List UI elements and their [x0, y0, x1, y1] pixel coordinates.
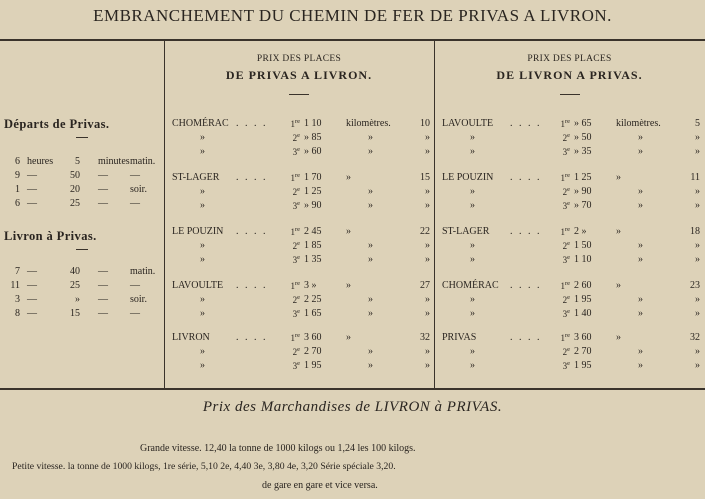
privas-departure-time-1-m: 50	[70, 170, 80, 181]
livron-departure-time-2-p: soir.	[130, 294, 147, 305]
livron-departure-time-3-u2: —	[98, 308, 108, 319]
ditto-station: »	[470, 146, 475, 157]
class-number: 3	[292, 361, 298, 371]
class-label	[552, 332, 570, 343]
privas-departure-heading-dash	[76, 137, 88, 138]
class-label	[282, 200, 300, 211]
prices-header-livron-small: PRIX DES PLACES	[527, 54, 612, 64]
class-suffix: re	[564, 280, 570, 287]
ditto-km: »	[695, 240, 700, 251]
ditto-station: »	[200, 186, 205, 197]
class-number: 1	[290, 119, 295, 129]
class-label	[552, 226, 570, 237]
station-name: LIVRON	[172, 332, 210, 343]
class-suffix: e	[297, 146, 300, 153]
leader-dots: . . . .	[510, 332, 542, 343]
distance-unit: »	[346, 280, 351, 291]
privas-departure-time-1-u1: —	[27, 170, 37, 181]
fare-price: 2 25	[304, 294, 322, 305]
fare-price: 1 25	[304, 186, 322, 197]
distance-unit: kilomètres.	[346, 118, 391, 129]
distance-km: 15	[420, 172, 430, 183]
livron-departure-time-3-m: 15	[70, 308, 80, 319]
class-suffix: re	[294, 172, 300, 179]
class-number: 2	[562, 295, 568, 305]
class-number: 2	[562, 133, 568, 143]
prices-header-livron-big: DE LIVRON A PRIVAS.	[496, 68, 643, 82]
fare-price: 3 60	[304, 332, 322, 343]
leader-dots: . . . .	[510, 280, 542, 291]
class-suffix: e	[567, 146, 570, 153]
fare-price: 2 »	[574, 226, 587, 237]
station-name: ST-LAGER	[172, 172, 220, 183]
ditto-unit: »	[368, 360, 373, 371]
privas-departure-time-2-p: soir.	[130, 184, 147, 195]
privas-departure-time-1-u2: —	[98, 170, 108, 181]
class-label	[552, 172, 570, 183]
ditto-km: »	[425, 294, 430, 305]
fare-price: 3 60	[574, 332, 592, 343]
class-label	[282, 240, 300, 251]
class-label	[282, 172, 300, 183]
merchandise-title: Prix des Marchandises de LIVRON à PRIVAS.	[202, 399, 503, 415]
class-label	[552, 132, 570, 143]
ditto-station: »	[200, 360, 205, 371]
class-number: 3	[292, 147, 298, 157]
page-title: EMBRANCHEMENT DU CHEMIN DE FER DE PRIVAS A LIVRON.	[93, 6, 612, 25]
livron-departure-time-3-h: 8	[15, 308, 20, 319]
ditto-unit: »	[638, 308, 643, 319]
privas-departure-time-0-h: 6	[15, 156, 20, 167]
distance-unit: »	[616, 226, 621, 237]
ditto-km: »	[425, 200, 430, 211]
class-label	[282, 226, 300, 237]
class-number: 2	[562, 187, 568, 197]
ditto-unit: »	[638, 346, 643, 357]
fare-price: 1 85	[304, 240, 322, 251]
top-rule	[0, 39, 705, 41]
livron-departure-time-2-h: 3	[15, 294, 20, 305]
distance-km: 27	[420, 280, 430, 291]
class-suffix: e	[297, 132, 300, 139]
privas-departure-time-1-p: —	[130, 170, 140, 181]
fare-price: » 50	[574, 132, 592, 143]
livron-departure-time-2-u2: —	[98, 294, 108, 305]
fare-price: 1 65	[304, 308, 322, 319]
fare-price: » 35	[574, 146, 592, 157]
class-number: 3	[292, 309, 298, 319]
fare-price: 1 95	[574, 360, 592, 371]
ditto-station: »	[470, 240, 475, 251]
class-suffix: e	[297, 200, 300, 207]
class-suffix: e	[297, 240, 300, 247]
class-suffix: re	[294, 332, 300, 339]
distance-km: 32	[690, 332, 700, 343]
ditto-km: »	[695, 308, 700, 319]
fare-price: 2 70	[574, 346, 592, 357]
class-number: 2	[292, 187, 298, 197]
distance-unit: »	[346, 226, 351, 237]
class-number: 2	[292, 241, 298, 251]
privas-departure-time-0-m: 5	[75, 156, 80, 167]
privas-departure-time-0-p: matin.	[130, 156, 156, 167]
livron-departure-time-0-h: 7	[15, 266, 20, 277]
class-number: 1	[290, 333, 295, 343]
ditto-station: »	[470, 200, 475, 211]
livron-departure-heading-dash	[76, 249, 88, 250]
ditto-km: »	[425, 360, 430, 371]
ditto-unit: »	[368, 346, 373, 357]
distance-km: 22	[420, 226, 430, 237]
merchandise-line-grande-vitesse: Grande vitesse. 12,40 la tonne de 1000 kilogs ou 1,24 les 100 kilogs.	[140, 443, 416, 454]
ditto-km: »	[425, 240, 430, 251]
class-suffix: e	[297, 254, 300, 261]
class-label	[552, 146, 570, 157]
class-number: 3	[562, 255, 568, 265]
privas-departure-time-1-h: 9	[15, 170, 20, 181]
distance-km: 5	[695, 118, 700, 129]
livron-departure-time-2-u1: —	[27, 294, 37, 305]
fare-price: » 65	[574, 118, 592, 129]
class-suffix: e	[567, 308, 570, 315]
divider-left	[164, 41, 165, 388]
ditto-unit: »	[638, 200, 643, 211]
class-suffix: re	[564, 172, 570, 179]
class-label	[552, 186, 570, 197]
ditto-km: »	[695, 346, 700, 357]
station-name: LE POUZIN	[442, 172, 494, 183]
class-label	[282, 186, 300, 197]
ditto-station: »	[470, 186, 475, 197]
ditto-station: »	[470, 254, 475, 265]
class-suffix: e	[567, 132, 570, 139]
class-number: 3	[562, 309, 568, 319]
livron-departure-time-1-u1: —	[27, 280, 37, 291]
ditto-unit: »	[368, 132, 373, 143]
privas-departure-time-3-h: 6	[15, 198, 20, 209]
class-label	[552, 254, 570, 265]
privas-departure-time-3-m: 25	[70, 198, 80, 209]
ditto-station: »	[200, 346, 205, 357]
class-label	[282, 346, 300, 357]
class-label	[282, 360, 300, 371]
station-name: LE POUZIN	[172, 226, 224, 237]
privas-departure-time-2-u2: —	[98, 184, 108, 195]
ditto-station: »	[470, 132, 475, 143]
distance-km: 18	[690, 226, 700, 237]
header-dash-livron	[560, 94, 580, 95]
class-suffix: re	[294, 280, 300, 287]
fare-price: » 70	[574, 200, 592, 211]
distance-km: 11	[690, 172, 700, 183]
privas-departure-time-2-u1: —	[27, 184, 37, 195]
privas-departure-time-3-u1: —	[27, 198, 37, 209]
ditto-unit: »	[638, 186, 643, 197]
livron-departure-time-1-m: 25	[70, 280, 80, 291]
ditto-km: »	[695, 254, 700, 265]
class-suffix: e	[297, 346, 300, 353]
class-number: 1	[560, 227, 565, 237]
ditto-station: »	[200, 200, 205, 211]
class-suffix: e	[297, 294, 300, 301]
livron-departure-time-0-m: 40	[70, 266, 80, 277]
fare-price: 1 35	[304, 254, 322, 265]
privas-departure-time-2-m: 20	[70, 184, 80, 195]
station-name: PRIVAS	[442, 332, 477, 343]
ditto-km: »	[695, 360, 700, 371]
class-suffix: e	[567, 294, 570, 301]
class-suffix: e	[297, 360, 300, 367]
class-label	[552, 294, 570, 305]
fare-price: » 90	[304, 200, 322, 211]
livron-departure-time-1-u2: —	[98, 280, 108, 291]
leader-dots: . . . .	[236, 280, 268, 291]
ditto-km: »	[425, 146, 430, 157]
ditto-station: »	[470, 294, 475, 305]
privas-departure-time-0-u2: minutes	[98, 156, 130, 167]
ditto-unit: »	[368, 146, 373, 157]
leader-dots: . . . .	[510, 226, 542, 237]
ditto-unit: »	[638, 294, 643, 305]
class-suffix: e	[567, 240, 570, 247]
livron-departure-time-0-u2: —	[98, 266, 108, 277]
class-suffix: e	[567, 346, 570, 353]
ditto-km: »	[695, 200, 700, 211]
ditto-station: »	[470, 308, 475, 319]
class-label	[282, 280, 300, 291]
privas-departure-heading: Départs de Privas.	[4, 117, 110, 131]
ditto-station: »	[200, 294, 205, 305]
fare-price: 1 95	[574, 294, 592, 305]
ditto-km: »	[425, 186, 430, 197]
class-label	[552, 308, 570, 319]
livron-departure-heading: Livron à Privas.	[4, 229, 97, 243]
ditto-unit: »	[638, 240, 643, 251]
class-suffix: re	[564, 118, 570, 125]
distance-unit: »	[616, 332, 621, 343]
class-label	[552, 118, 570, 129]
livron-departure-time-0-p: matin.	[130, 266, 156, 277]
class-number: 2	[562, 347, 568, 357]
distance-unit: »	[346, 172, 351, 183]
fare-price: 3 »	[304, 280, 317, 291]
fare-price: 2 70	[304, 346, 322, 357]
class-suffix: e	[297, 308, 300, 315]
fare-price: 2 60	[574, 280, 592, 291]
ditto-unit: »	[368, 186, 373, 197]
ditto-unit: »	[368, 294, 373, 305]
class-suffix: e	[567, 200, 570, 207]
class-label	[282, 118, 300, 129]
divider-right	[434, 41, 435, 388]
leader-dots: . . . .	[236, 332, 268, 343]
distance-unit: »	[616, 280, 621, 291]
class-number: 2	[292, 295, 298, 305]
class-suffix: re	[564, 332, 570, 339]
header-dash-privas	[289, 94, 309, 95]
class-number: 2	[562, 241, 568, 251]
ditto-unit: »	[368, 240, 373, 251]
class-number: 2	[292, 133, 298, 143]
station-name: CHOMÉRAC	[442, 280, 499, 291]
leader-dots: . . . .	[236, 226, 268, 237]
ditto-station: »	[200, 308, 205, 319]
ditto-km: »	[425, 132, 430, 143]
leader-dots: . . . .	[236, 172, 268, 183]
class-number: 1	[290, 227, 295, 237]
distance-km: 10	[420, 118, 430, 129]
ditto-km: »	[425, 254, 430, 265]
merchandise-line-gare: de gare en gare et vice versa.	[262, 480, 378, 491]
class-number: 3	[562, 361, 568, 371]
fare-price: 1 40	[574, 308, 592, 319]
ditto-station: »	[200, 254, 205, 265]
livron-departure-time-1-p: —	[130, 280, 140, 291]
ditto-km: »	[695, 294, 700, 305]
ditto-km: »	[695, 186, 700, 197]
ditto-km: »	[425, 308, 430, 319]
ditto-station: »	[200, 146, 205, 157]
fare-price: 1 10	[574, 254, 592, 265]
class-label	[282, 332, 300, 343]
livron-departure-time-1-h: 11	[10, 280, 20, 291]
class-label	[282, 308, 300, 319]
ditto-station: »	[470, 360, 475, 371]
merchandise-line-petite-vitesse: Petite vitesse. la tonne de 1000 kilogs, 1re série, 5,10 2e, 4,40 3e, 3,80 4e, 3,20 Série spéciale 3,20.	[12, 461, 396, 472]
prices-header-privas-big: DE PRIVAS A LIVRON.	[225, 68, 373, 82]
class-number: 1	[560, 281, 565, 291]
ditto-unit: »	[638, 132, 643, 143]
privas-departure-time-0-u1: heures	[27, 156, 54, 167]
class-label	[282, 254, 300, 265]
class-suffix: e	[297, 186, 300, 193]
class-number: 3	[292, 255, 298, 265]
class-label	[552, 360, 570, 371]
distance-unit: kilomètres.	[616, 118, 661, 129]
ditto-km: »	[425, 346, 430, 357]
distance-km: 32	[420, 332, 430, 343]
class-number: 1	[560, 333, 565, 343]
class-number: 3	[562, 147, 568, 157]
station-name: ST-LAGER	[442, 226, 490, 237]
livron-departure-time-2-m: »	[75, 294, 80, 305]
ditto-unit: »	[368, 254, 373, 265]
station-name: LAVOULTE	[172, 280, 224, 291]
livron-departure-time-0-u1: —	[27, 266, 37, 277]
table-bottom-rule	[0, 388, 705, 390]
distance-unit: »	[616, 172, 621, 183]
ditto-unit: »	[638, 254, 643, 265]
class-label	[282, 294, 300, 305]
class-suffix: re	[294, 118, 300, 125]
class-label	[552, 200, 570, 211]
distance-km: 23	[690, 280, 700, 291]
ditto-station: »	[200, 240, 205, 251]
fare-price: 1 50	[574, 240, 592, 251]
class-label	[282, 132, 300, 143]
class-number: 2	[292, 347, 298, 357]
ditto-unit: »	[638, 146, 643, 157]
class-suffix: re	[294, 226, 300, 233]
fare-price: » 60	[304, 146, 322, 157]
class-number: 3	[292, 201, 298, 211]
class-label	[552, 280, 570, 291]
class-suffix: e	[567, 360, 570, 367]
leader-dots: . . . .	[510, 172, 542, 183]
ditto-km: »	[695, 146, 700, 157]
class-suffix: re	[564, 226, 570, 233]
fare-price: 1 25	[574, 172, 592, 183]
class-label	[552, 240, 570, 251]
ditto-station: »	[200, 132, 205, 143]
fare-price: 1 10	[304, 118, 322, 129]
privas-departure-time-3-p: —	[130, 198, 140, 209]
class-suffix: e	[567, 186, 570, 193]
class-label	[552, 346, 570, 357]
distance-unit: »	[346, 332, 351, 343]
ditto-unit: »	[638, 360, 643, 371]
station-name: CHOMÉRAC	[172, 118, 229, 129]
leader-dots: . . . .	[236, 118, 268, 129]
privas-departure-time-2-h: 1	[15, 184, 20, 195]
ditto-station: »	[470, 346, 475, 357]
ditto-km: »	[695, 132, 700, 143]
fare-price: » 85	[304, 132, 322, 143]
fare-price: 2 45	[304, 226, 322, 237]
fare-price: 1 95	[304, 360, 322, 371]
leader-dots: . . . .	[510, 118, 542, 129]
class-suffix: e	[567, 254, 570, 261]
class-number: 1	[560, 173, 565, 183]
class-number: 1	[290, 281, 295, 291]
fare-price: » 90	[574, 186, 592, 197]
class-number: 3	[562, 201, 568, 211]
class-label	[282, 146, 300, 157]
livron-departure-time-3-p: —	[130, 308, 140, 319]
livron-departure-time-3-u1: —	[27, 308, 37, 319]
class-number: 1	[560, 119, 565, 129]
ditto-unit: »	[368, 308, 373, 319]
class-number: 1	[290, 173, 295, 183]
fare-price: 1 70	[304, 172, 322, 183]
station-name: LAVOULTE	[442, 118, 494, 129]
ditto-unit: »	[368, 200, 373, 211]
privas-departure-time-3-u2: —	[98, 198, 108, 209]
prices-header-privas-small: PRIX DES PLACES	[256, 54, 342, 64]
